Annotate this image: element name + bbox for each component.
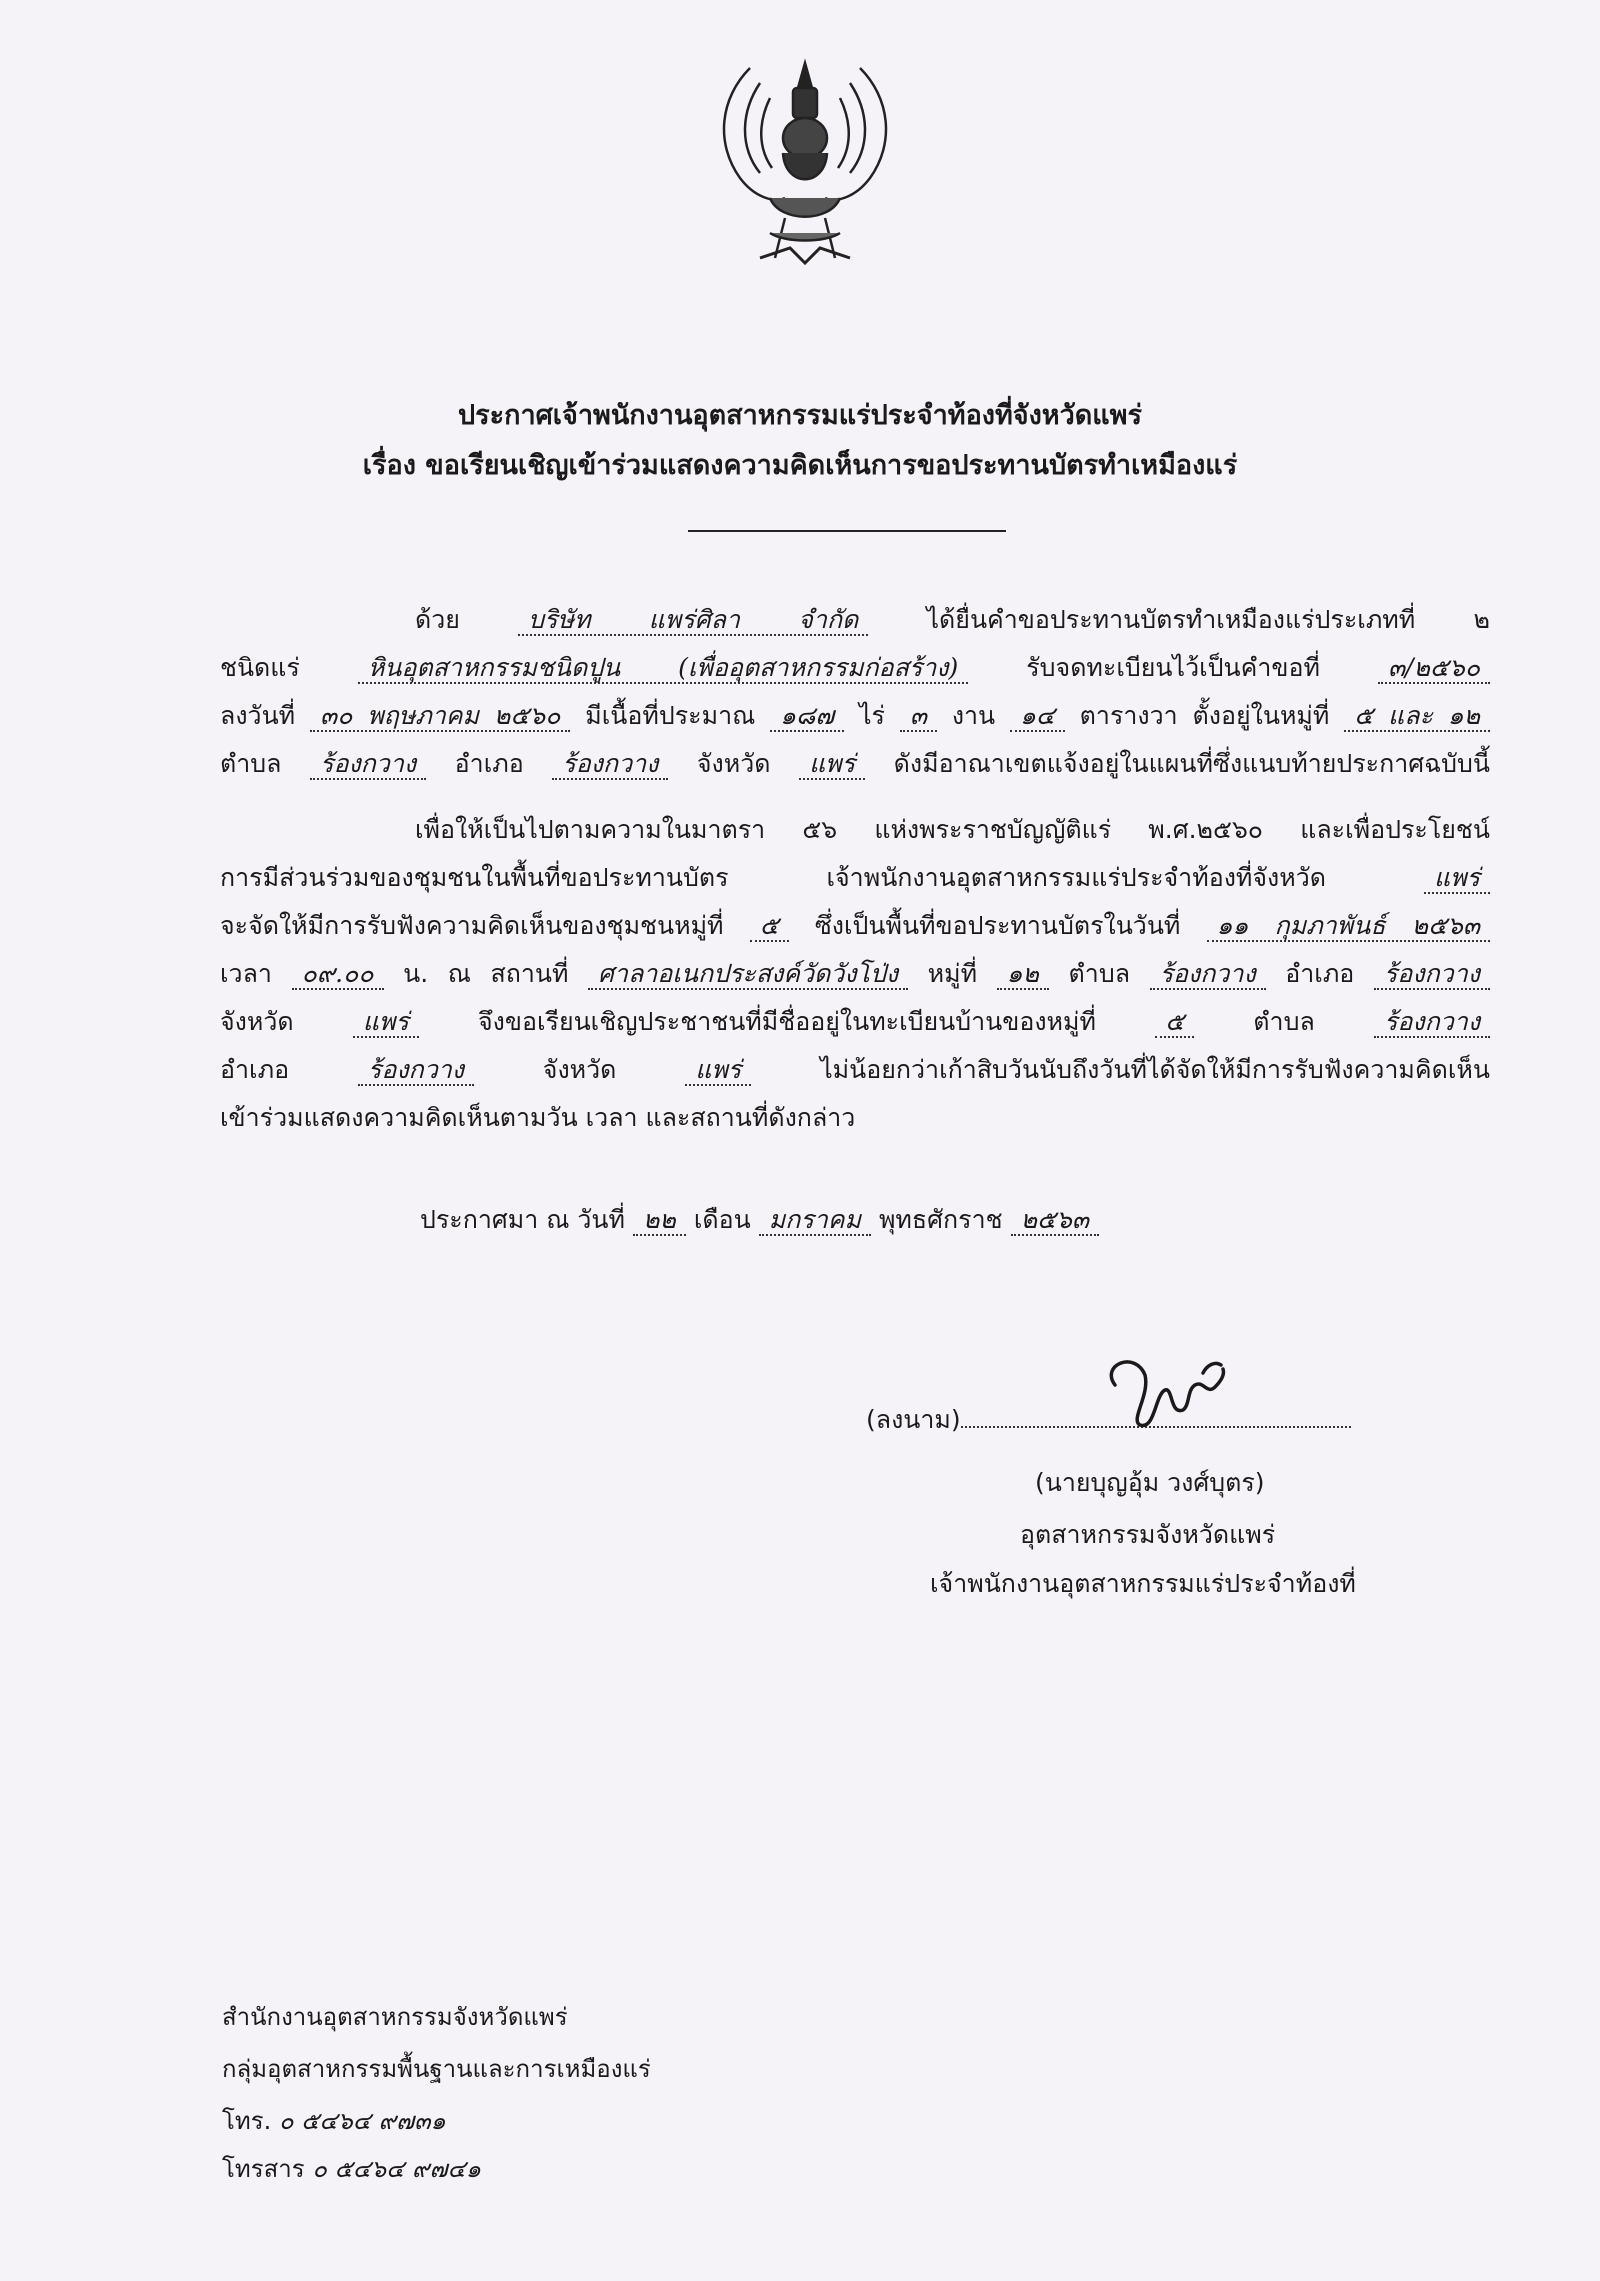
paragraph-2-line-4 xyxy=(220,954,1490,994)
mineral-type-field: หินอุตสาหกรรมชนิดปูน (เพื่ออุตสาหกรรมก่อสร้าง) xyxy=(358,653,968,684)
paragraph-2-line-6 xyxy=(220,1050,1490,1090)
paragraph-2-line-2 xyxy=(220,858,1490,898)
text: ตำบล xyxy=(1068,959,1131,988)
text: จึงขอเรียนเชิญประชาชนที่มีชื่ออยู่ในทะเบียนบ้านของหมู่ที่ xyxy=(478,1007,1096,1036)
fax-number: ๐ ๕๔๖๔ ๙๗๔๑ xyxy=(312,2155,481,2183)
company-name-field: บริษัท แพร่ศิลา จำกัด xyxy=(518,605,868,636)
text: ประกาศมา ณ วันที่ xyxy=(420,1205,625,1234)
title-divider xyxy=(688,530,1006,532)
venue-field: ศาลาอเนกประสงค์วัดวังโป่ง xyxy=(588,959,908,990)
venue-tambon-field: ร้องกวาง xyxy=(1150,959,1266,990)
text: จะจัดให้มีการรับฟังความคิดเห็นของชุมชนหมู่ที่ xyxy=(220,911,724,940)
telephone-number: ๐ ๕๔๖๔ ๙๗๓๑ xyxy=(278,2107,446,2135)
fax-label: โทรสาร xyxy=(222,2155,305,2183)
handwritten-signature xyxy=(1095,1345,1245,1435)
province-field: แพร่ xyxy=(799,749,865,780)
paragraph-2-line-5 xyxy=(220,1002,1490,1042)
amphoe-field: ร้องกวาง xyxy=(358,1055,474,1086)
paragraph-1-line-4 xyxy=(220,744,1490,784)
province-field: แพร่ xyxy=(353,1007,419,1038)
province-field: แพร่ xyxy=(685,1055,751,1086)
text: พุทธศักราช xyxy=(878,1205,1003,1234)
hearing-time-field: ๐๙.๐๐ xyxy=(292,959,384,990)
garuda-emblem-icon xyxy=(690,48,920,298)
footer-division: กลุ่มอุตสาหกรรมพื้นฐานและการเหมืองแร่ xyxy=(222,2055,651,2083)
paragraph-2-line-1 xyxy=(415,810,1490,850)
hearing-date-field: ๑๑ กุมภาพันธ์ ๒๕๖๓ xyxy=(1207,911,1490,942)
text: การมีส่วนร่วมของชุมชนในพื้นที่ขอประทานบัตร เจ้าพนักงานอุตสาหกรรมแร่ประจำท้องที่จังหวัด xyxy=(220,863,1327,892)
villages-field: ๕ และ ๑๒ xyxy=(1344,701,1490,732)
telephone-label: โทร. xyxy=(222,2107,272,2135)
footer-telephone xyxy=(222,2102,446,2140)
text: ลงวันที่ xyxy=(220,701,296,730)
text: หมู่ที่ xyxy=(927,959,978,988)
announce-day-field: ๒๒ xyxy=(633,1205,686,1236)
text: ชนิดแร่ xyxy=(220,653,300,682)
text: อำเภอ xyxy=(454,749,524,778)
paragraph-2-line-7 xyxy=(220,1098,1490,1138)
village-field: ๕ xyxy=(1155,1007,1194,1038)
footer-fax xyxy=(222,2150,481,2188)
text: ดังมีอาณาเขตแจ้งอยู่ในแผนที่ซึ่งแนบท้ายประกาศฉบับนี้ xyxy=(893,749,1491,778)
text: มีเนื้อที่ประมาณ xyxy=(585,701,756,730)
title-line-2: เรื่อง ขอเรียนเชิญเข้าร่วมแสดงความคิดเห็นการขอประทานบัตรทำเหมืองแร่ xyxy=(362,450,1238,481)
tambon-field: ร้องกวาง xyxy=(310,749,426,780)
paragraph-1-line-2 xyxy=(220,648,1490,688)
text: เวลา xyxy=(220,959,272,988)
signature-label: (ลงนาม) xyxy=(866,1405,961,1434)
text: น. ณ สถานที่ xyxy=(403,959,569,988)
text: ซึ่งเป็นพื้นที่ขอประทานบัตรในวันที่ xyxy=(814,911,1181,940)
announce-month-field: มกราคม xyxy=(759,1205,871,1236)
title-line-1: ประกาศเจ้าพนักงานอุตสาหกรรมแร่ประจำท้องที่จังหวัดแพร่ xyxy=(458,400,1142,431)
text: รับจดทะเบียนไว้เป็นคำขอที่ xyxy=(1026,653,1320,682)
text: เข้าร่วมแสดงความคิดเห็นตามวัน เวลา และสถานที่ดังกล่าว xyxy=(220,1103,856,1132)
paragraph-1-line-1 xyxy=(415,600,1490,640)
tambon-field: ร้องกวาง xyxy=(1374,1007,1490,1038)
text: ตารางวา ตั้งอยู่ในหมู่ที่ xyxy=(1079,701,1330,730)
province-field: แพร่ xyxy=(1424,863,1490,894)
amphoe-field: ร้องกวาง xyxy=(552,749,668,780)
text: อำเภอ xyxy=(220,1055,290,1084)
paragraph-2-line-3 xyxy=(220,906,1490,946)
request-number-field: ๓/๒๕๖๐ xyxy=(1378,653,1490,684)
text: ได้ยื่นคำขอประทานบัตรทำเหมืองแร่ประเภทที่ ๒ xyxy=(926,605,1490,634)
text: จังหวัด xyxy=(542,1055,617,1084)
village-field: ๕ xyxy=(750,911,789,942)
announcement-date xyxy=(420,1200,1099,1240)
registration-date-field: ๓๐ พฤษภาคม ๒๕๖๐ xyxy=(310,701,570,732)
area-wa-field: ๑๔ xyxy=(1010,701,1065,732)
text: ตำบล xyxy=(1253,1007,1315,1036)
text: จังหวัด xyxy=(696,749,771,778)
signer-name: (นายบุญอุ้ม วงศ์บุตร) xyxy=(1035,1468,1265,1497)
text: ตำบล xyxy=(220,749,282,778)
footer-office: สำนักงานอุตสาหกรรมจังหวัดแพร่ xyxy=(222,2003,568,2031)
announce-year-field: ๒๕๖๓ xyxy=(1011,1205,1099,1236)
text: อำเภอ xyxy=(1285,959,1355,988)
signer-position-2: เจ้าพนักงานอุตสาหกรรมแร่ประจำท้องที่ xyxy=(930,1569,1356,1598)
area-ngan-field: ๓ xyxy=(900,701,937,732)
text: เพื่อให้เป็นไปตามความในมาตรา ๕๖ แห่งพระราชบัญญัติแร่ พ.ศ.๒๕๖๐ และเพื่อประโยชน์ xyxy=(415,815,1490,844)
paragraph-1-line-3 xyxy=(220,696,1490,736)
text: จังหวัด xyxy=(220,1007,294,1036)
area-rai-field: ๑๘๗ xyxy=(770,701,844,732)
venue-amphoe-field: ร้องกวาง xyxy=(1374,959,1490,990)
text: เดือน xyxy=(693,1205,751,1234)
text: ไร่ xyxy=(858,701,885,730)
text: ไม่น้อยกว่าเก้าสิบวันนับถึงวันที่ได้จัดให้มีการรับฟังความคิดเห็น xyxy=(820,1055,1490,1084)
signer-position-1: อุตสาหกรรมจังหวัดแพร่ xyxy=(1020,1520,1276,1549)
text: ด้วย xyxy=(415,605,460,634)
venue-village-field: ๑๒ xyxy=(997,959,1049,990)
text: งาน xyxy=(951,701,996,730)
